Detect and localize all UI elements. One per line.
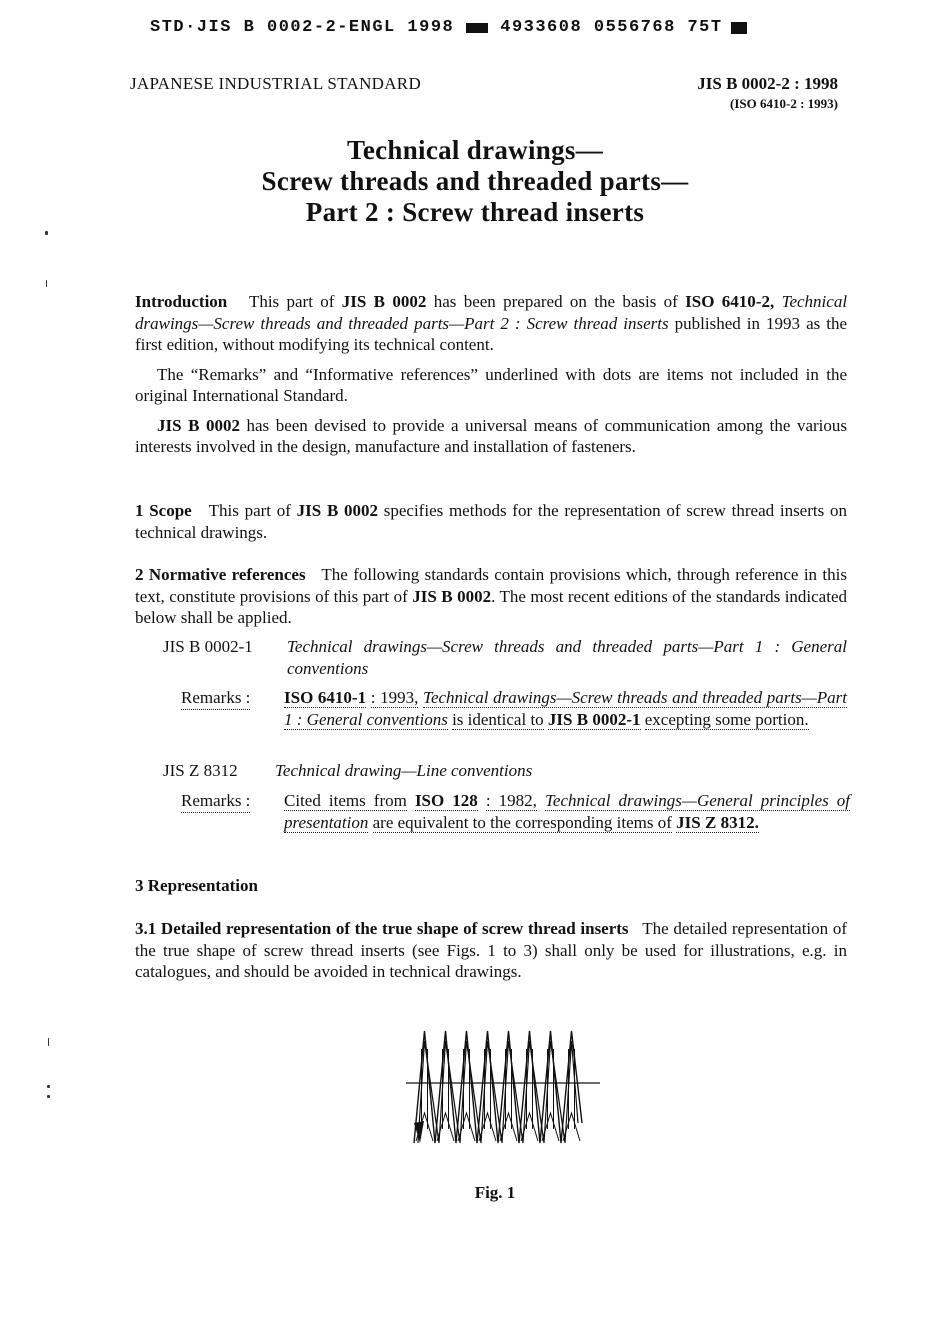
text: is identical to — [452, 709, 544, 729]
text: JIS B 0002-1 — [547, 709, 641, 729]
remarks-label: Remarks : — [181, 790, 250, 813]
jis-code: JIS B 0002-2 : 1998 — [697, 74, 838, 93]
normative-paragraph — [135, 564, 847, 629]
reference-code: JIS B 0002-1 — [163, 637, 253, 656]
scan-speck — [45, 231, 48, 235]
text: are equivalent to the corresponding items of — [372, 812, 672, 832]
representation-heading: 3 Representation — [135, 876, 258, 895]
scan-speck — [46, 280, 47, 287]
stamp-block — [731, 22, 747, 34]
figure-caption: Fig. 1 — [474, 1183, 516, 1202]
reference-title: Technical drawings—Screw threads and threaded parts—Part 1 : General conventions — [287, 637, 847, 678]
stamp-block — [466, 23, 488, 33]
text: JIS B 0002 — [341, 292, 427, 311]
text: excepting some portion. — [644, 709, 809, 729]
remarks-item — [181, 790, 851, 856]
iso-code: (ISO 6410-2 : 1993) — [730, 96, 838, 111]
reference-code: JIS Z 8312 — [163, 761, 238, 780]
text: : 1993, — [370, 688, 419, 707]
text: Cited items from — [284, 791, 407, 810]
detailed-paragraph — [135, 918, 847, 983]
document-stamp — [150, 18, 747, 37]
scan-speck — [48, 1038, 49, 1046]
coil-turn — [443, 1049, 449, 1129]
reference-item — [163, 760, 847, 782]
normative-heading: 2 Normative references — [135, 565, 306, 584]
text: The detailed representation of the true shape of screw thread inserts (see Figs. 1 to 3) shall only be used for illustrations, e.g. in catalogues, and should be avoided in technical drawings. — [135, 919, 847, 981]
introduction-section — [135, 291, 847, 458]
stamp-left: STD·JIS B 0002-2-ENGL 1998 — [150, 18, 455, 37]
scan-speck — [47, 1095, 50, 1098]
reference-title: Technical drawing—Line conventions — [275, 761, 533, 780]
text: JIS B 0002 — [412, 586, 492, 606]
scope-heading: 1 Scope — [135, 501, 192, 520]
text: ISO 128 — [414, 791, 478, 810]
detailed-section — [135, 918, 847, 983]
stamp-right: 4933608 0556768 75T — [500, 18, 723, 37]
page-title — [0, 135, 950, 228]
text: : 1982, — [485, 791, 537, 810]
text: specifies methods for the representation of screw thread inserts on technical drawings. — [135, 501, 847, 542]
text: Technical drawings—General principles of presentation — [284, 791, 851, 832]
standard-code — [697, 74, 838, 112]
coil-turn — [527, 1049, 533, 1129]
detailed-heading: 3.1 Detailed representation of the true shape of screw thread inserts — [135, 919, 629, 938]
text: JIS B 0002 — [157, 415, 240, 435]
text: This part of — [248, 292, 335, 311]
intro-paragraph-2: The “Remarks” and “Informative references” underlined with dots are items not included in the original International Standard. — [135, 364, 847, 405]
reference-item — [163, 636, 847, 680]
screw-thread-insert-figure — [400, 1025, 610, 1155]
text: Technical drawings—Screw threads and threaded parts—Part 2 : Screw thread inserts — [135, 292, 848, 333]
coil-turn — [548, 1049, 554, 1129]
text: published in 1993 as the first edition, without modifying its technical content. — [135, 313, 848, 354]
text: ISO 6410-2, — [685, 292, 775, 311]
title-line: Part 2 : Screw thread inserts — [305, 197, 645, 227]
scan-speck — [47, 1085, 50, 1088]
standard-org: JAPANESE INDUSTRIAL STANDARD — [130, 74, 422, 93]
remarks-text — [284, 687, 847, 730]
remarks-text — [284, 790, 850, 833]
text: Technical drawings—Screw threads and threaded parts—Part 1 : General conventions — [284, 688, 848, 729]
intro-paragraph-3 — [135, 415, 847, 458]
title-line: Technical drawings— — [347, 135, 603, 165]
coil-turn — [485, 1049, 491, 1129]
text: The following standards contain provisions which, through reference in this text, constitute provisions of this part of — [135, 565, 847, 606]
scope-section — [135, 500, 847, 543]
coil-group — [414, 1031, 582, 1143]
text: JIS B 0002 — [296, 501, 379, 520]
text: JIS Z 8312. — [676, 812, 759, 832]
text: ISO 6410-1 — [284, 688, 367, 707]
coil-turn — [506, 1049, 512, 1129]
text: . The most recent editions of the standards indicated below shall be applied. — [135, 586, 847, 627]
intro-heading: Introduction — [135, 292, 228, 311]
coil-turn — [464, 1049, 470, 1129]
intro-paragraph — [135, 291, 847, 356]
coil-turn — [422, 1049, 428, 1129]
remarks-label: Remarks : — [181, 687, 250, 710]
scope-paragraph — [135, 500, 847, 543]
text: This part of — [208, 501, 291, 520]
text: has been prepared on the basis of — [433, 292, 678, 311]
remarks-item — [181, 687, 847, 753]
text: has been devised to provide a universal means of communication among the various interests involved in the design, manufacture and installation of fasteners. — [135, 415, 847, 456]
title-line: Screw threads and threaded parts— — [261, 166, 689, 196]
normative-section — [135, 564, 847, 629]
